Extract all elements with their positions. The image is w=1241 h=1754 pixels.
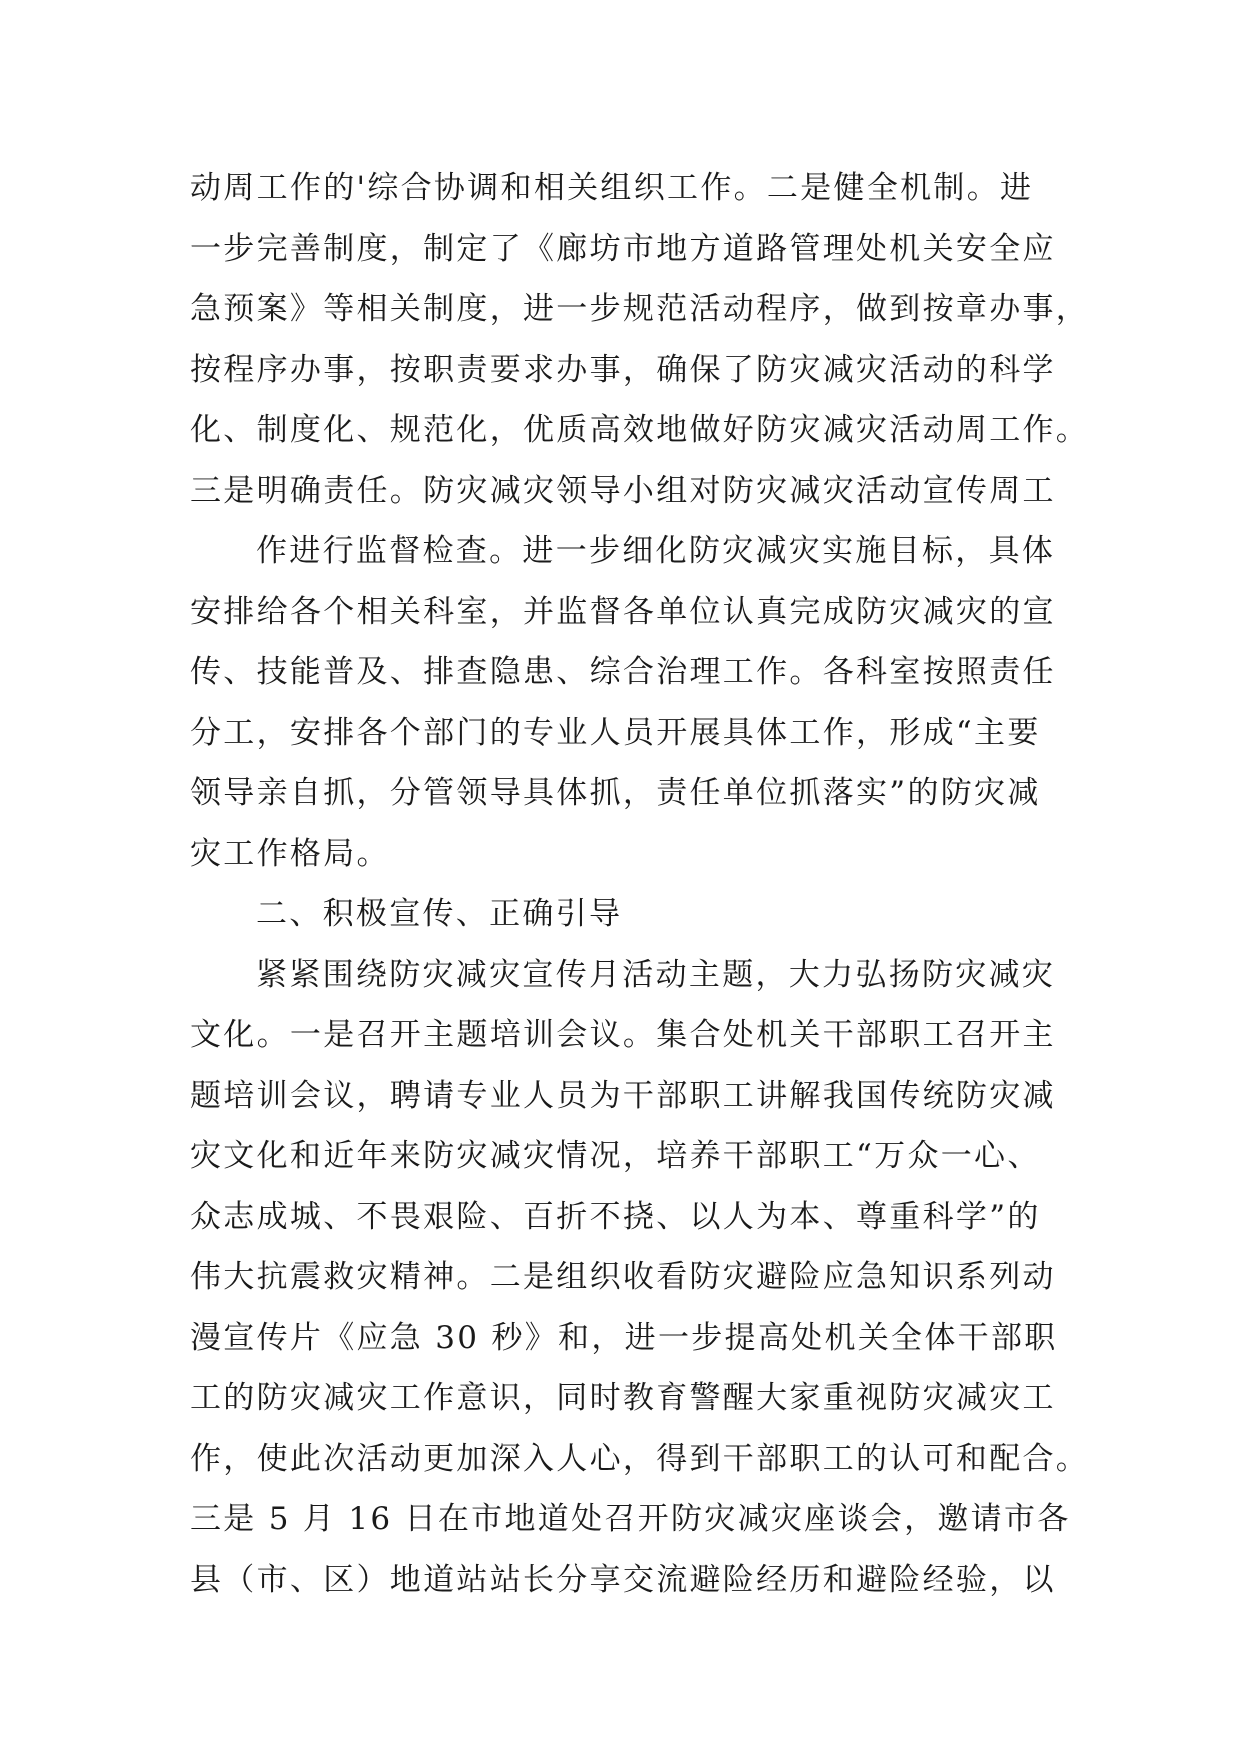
text-line: 急预案》等相关制度，进一步规范活动程序，做到按章办事， (190, 291, 1090, 327)
text-line: 一步完善制度，制定了《廊坊市地方道路管理处机关安全应 (190, 230, 1056, 267)
text-line: 二、积极宣传、正确引导 (256, 896, 623, 932)
text-line: 文化。一是召开主题培训会议。集合处机关干部职工召开主 (190, 1017, 1056, 1053)
text-line: 按程序办事，按职责要求办事，确保了防灾减灾活动的科学 (190, 351, 1056, 388)
text-line: 伟大抗震救灾精神。二是组织收看防灾避险应急知识系列动 (190, 1259, 1056, 1295)
text-line: 题培训会议，聘请专业人员为干部职工讲解我国传统防灾减 (190, 1077, 1056, 1114)
text-line: 漫宣传片《应急 30 秒》和，进一步提高处机关全体干部职 (190, 1319, 1058, 1356)
text-line: 化、制度化、规范化，优质高效地做好防灾减灾活动周工作。 (190, 412, 1090, 448)
text-line: 灾文化和近年来防灾减灾情况，培养干部职工“万众一心、 (190, 1138, 1041, 1174)
text-line: 三是 5 月 16 日在市地道处召开防灾减灾座谈会，邀请市各 (190, 1501, 1071, 1537)
text-line: 作，使此次活动更加深入人心，得到干部职工的认可和配合。 (190, 1440, 1090, 1477)
text-line: 工的防灾减灾工作意识，同时教育警醒大家重视防灾减灾工 (190, 1380, 1056, 1416)
text-line: 安排给各个相关科室，并监督各单位认真完成防灾减灾的宣 (190, 593, 1056, 630)
text-line: 紧紧围绕防灾减灾宣传月活动主题，大力弘扬防灾减灾 (256, 956, 1056, 993)
text-line: 作进行监督检查。进一步细化防灾减灾实施目标，具体 (256, 533, 1056, 569)
text-line: 县（市、区）地道站站长分享交流避险经历和避险经验，以 (190, 1561, 1056, 1598)
text-line: 众志成城、不畏艰险、百折不挠、以人为本、尊重科学”的 (190, 1198, 1041, 1235)
text-line: 传、技能普及、排查隐患、综合治理工作。各科室按照责任 (190, 654, 1056, 690)
text-line: 领导亲自抓，分管领导具体抓，责任单位抓落实”的防灾减 (190, 775, 1041, 811)
text-line: 三是明确责任。防灾减灾领导小组对防灾减灾活动宣传周工 (190, 472, 1056, 509)
text-line: 灾工作格局。 (190, 835, 390, 872)
text-line: 分工，安排各个部门的专业人员开展具体工作，形成“主要 (190, 714, 1041, 751)
document-body (190, 158, 1090, 1610)
text-line: 动周工作的'综合协调和相关组织工作。二是健全机制。进 (190, 170, 1034, 206)
